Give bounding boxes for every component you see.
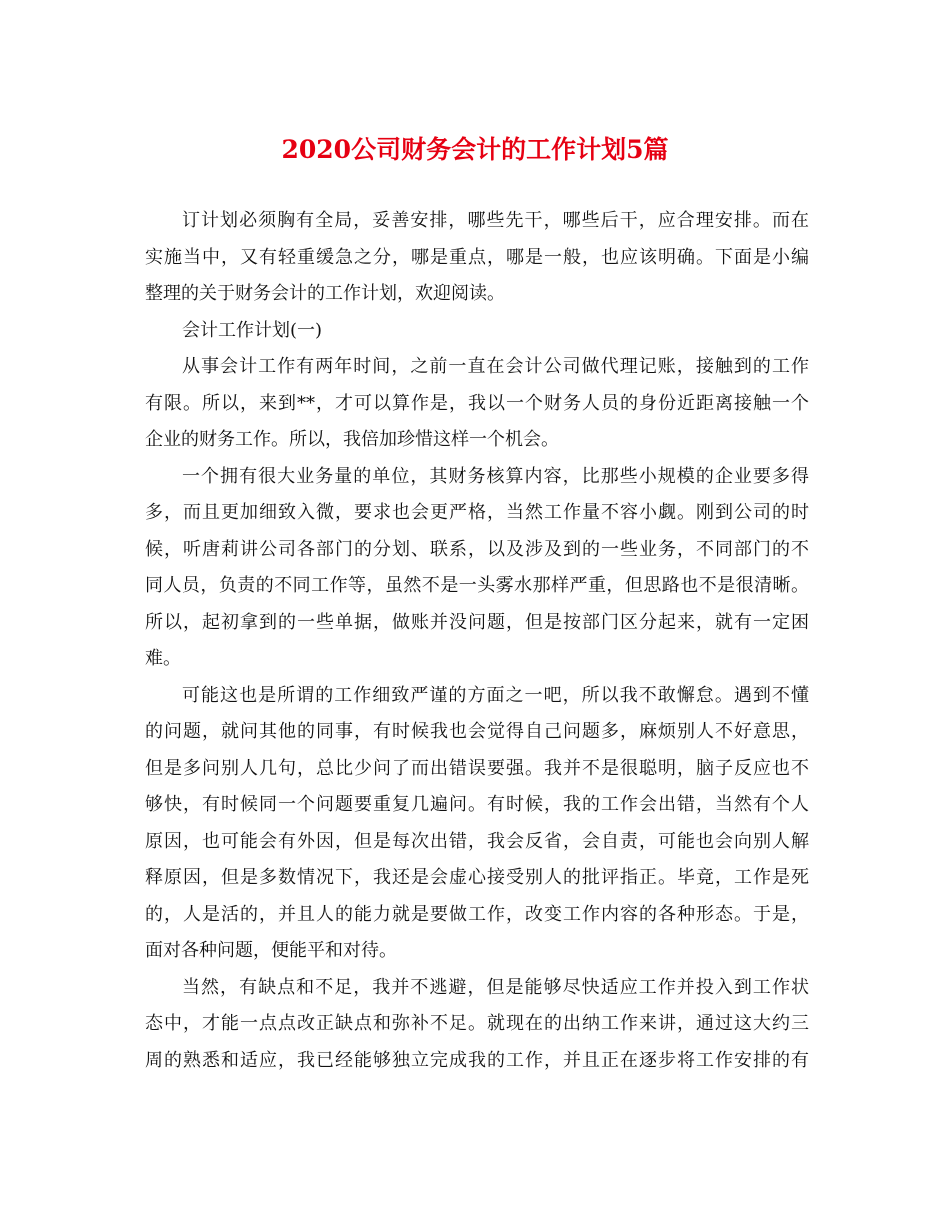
text-line: 当然，有缺点和不足，我并不逃避，但是能够尽快适应工作并投入到工作状 [182,976,809,998]
text-line: 多，而且更加细致入微，要求也会更严格，当然工作量不容小觑。刚到公司的时 [145,502,809,523]
text-line: 整理的关于财务会计的工作计划，欢迎阅读。 [145,283,505,304]
text-line: 态中，才能一点点改正缺点和弥补不足。就现在的出纳工作来讲，通过这大约三 [145,1013,809,1034]
text-line: 候，听唐莉讲公司各部门的分划、联系，以及涉及到的一些业务，不同部门的不 [145,538,809,560]
text-line: 同人员，负责的不同工作等，虽然不是一头雾水那样严重，但思路也不是很清晰。 [145,575,809,596]
text-line: 但是多问别人几句，总比少问了而出错误要强。我并不是很聪明，脑子反应也不 [145,757,809,779]
text-line: 原因，也可能会有外因，但是每次出错，我会反省，会自责，可能也会向别人解 [145,830,809,852]
text-line: 有限。所以，来到**，才可以算作是，我以一个财务人员的身份近距离接触一个 [145,392,809,414]
text-line: 周的熟悉和适应，我已经能够独立完成我的工作，并且正在逐步将工作安排的有 [145,1049,809,1071]
text-line: 的问题，就问其他的同事，有时候我也会觉得自己问题多，麻烦别人不好意思， [145,721,809,742]
text-line: 的，人是活的，并且人的能力就是要做工作，改变工作内容的各种形态。于是， [145,903,809,925]
text-line: 难。 [145,648,181,669]
text-line: 从事会计工作有两年时间，之前一直在会计公司做代理记账，接触到的工作 [182,356,809,377]
text-line: 实施当中，又有轻重缓急之分，哪是重点，哪是一般，也应该明确。下面是小编 [145,246,809,268]
text-line: 面对各种问题，便能平和对待。 [145,940,397,961]
text-line: 企业的财务工作。所以，我倍加珍惜这样一个机会。 [145,429,559,450]
document-body [145,203,809,1079]
text-line: 够快，有时候同一个问题要重复几遍问。有时候，我的工作会出错，当然有个人 [145,794,809,815]
text-line: 所以，起初拿到的一些单据，做账并没问题，但是按部门区分起来，就有一定困 [145,611,809,633]
text-line: 订计划必须胸有全局，妥善安排，哪些先干，哪些后干，应合理安排。而在 [182,210,809,231]
text-line: 一个拥有很大业务量的单位，其财务核算内容，比那些小规模的企业要多得 [182,465,809,487]
text-line: 释原因，但是多数情况下，我还是会虚心接受别人的批评指正。毕竟，工作是死 [145,867,809,888]
page-title: 2020公司财务会计的工作计划5篇 [281,135,669,164]
text-line: 会计工作计划(一) [182,319,323,341]
text-line: 可能这也是所谓的工作细致严谨的方面之一吧，所以我不敢懈怠。遇到不懂 [182,684,809,706]
